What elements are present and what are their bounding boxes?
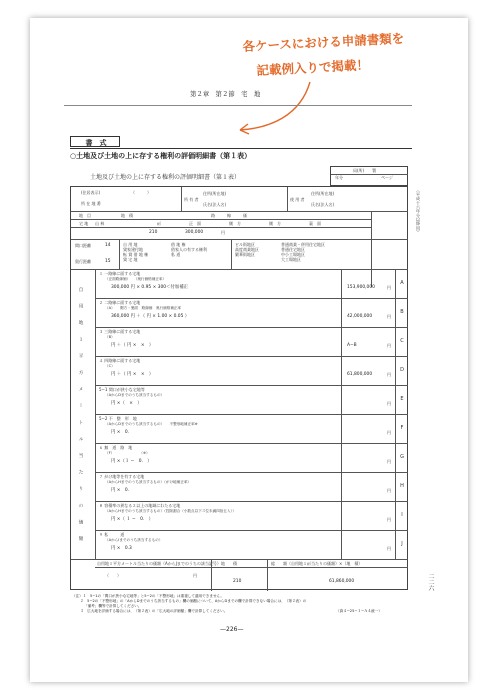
row-label: ８ 容積率の異なる２以上の地域にわたる宅地	[99, 503, 181, 508]
user-label: 使 用 者	[290, 197, 305, 202]
section-label-box	[70, 136, 120, 147]
user-name-label: 氏名(法人名)	[311, 202, 335, 207]
office-label: 局(所) 署	[353, 168, 377, 173]
addr-label: (住居表示)	[81, 190, 101, 195]
row-mark: I	[401, 512, 403, 518]
depth-label: 奥行距離	[75, 259, 91, 264]
row-unit: 円	[387, 459, 391, 464]
row-divider	[95, 327, 408, 328]
row-mark: J	[401, 541, 403, 547]
row-unit: 円	[387, 546, 391, 551]
total-header-amount: 総 額（自用地１㎡当たりの価額）×（地 積）	[271, 561, 363, 566]
row-unit: 円	[387, 372, 391, 377]
row-label: ３ 三路線に面する宅地	[99, 329, 141, 334]
total-unit-price: 円	[193, 573, 197, 578]
inner-title: 土地及び土地の上に存する権利の評価明細書（第１表）	[90, 174, 241, 181]
row-mark: C	[400, 338, 404, 344]
row-mark: A	[400, 280, 404, 286]
note-1: （注）１ 5−1の「間口が狭小な宅地等」と5−2の「不整形地」は重複して適用できません。	[72, 594, 224, 598]
total-amount: 61,860,000	[329, 579, 355, 584]
note-4: ３ 広大地を評価する場合には、（第２表）の「広大地の評価額」欄で計算してください。	[80, 609, 228, 613]
total-header-symbol: 自用地１平方メートル当たりの価額（AからJまでのうちの該当記号）	[97, 561, 221, 566]
row-divider	[95, 298, 408, 299]
row-label: 5−1 間口が狭小な宅地等	[99, 387, 145, 392]
row-calc: 300,000 円 × 0.95 × 300＜付加補正	[111, 285, 188, 290]
form-title: ○土地及び土地の上に存する権利の評価明細書（第１表）	[70, 152, 252, 160]
district-residential: 普通住宅地区	[281, 247, 305, 252]
row-label: ９ 私 道	[99, 532, 125, 537]
land-sub-forest: 山 林	[95, 221, 105, 226]
land-sub-sqm: ㎡	[157, 221, 161, 226]
row-calc: 円 × 0.3	[111, 546, 132, 551]
row-mark: E	[400, 396, 404, 402]
row-sub: （B）	[105, 335, 115, 339]
row-divider	[95, 472, 408, 473]
land-sub-side2: 側 方	[269, 221, 281, 226]
row-label: 5−2 不 整 形 地	[99, 416, 137, 421]
year-label: 年分	[335, 175, 343, 180]
annotation-line2: 記載例入りで掲載！	[256, 57, 370, 78]
row-sub: （正面路線価） （奥行価格補正率）	[105, 277, 167, 281]
row-sub: （AからIまでのうち該当するもの）	[105, 538, 163, 542]
row-unit: 円	[387, 343, 391, 348]
row-sub: （AからHまでのうち該当するもの）（がけ地補正率）	[105, 480, 192, 484]
district-large-factory: 大工場地区	[281, 257, 301, 262]
row-calc: 円 ×（１ − 0. ）	[111, 459, 152, 464]
use-private-road: 私 道	[171, 252, 181, 257]
row-calc: 円 × 0.	[111, 488, 130, 493]
form-code: （資４−25−１−Ａ４統一）	[336, 609, 382, 613]
row-unit: 円	[387, 517, 391, 522]
row-mark: B	[400, 309, 404, 315]
header-rule	[64, 105, 412, 106]
total-area: 210	[233, 579, 242, 584]
row-calc: 円 × 0.	[111, 430, 130, 435]
row-sub: （AからDまでのうち該当するもの）	[105, 393, 165, 397]
total-symbol: （ ）	[105, 573, 121, 578]
row-mark: F	[400, 425, 404, 431]
row-mark: D	[400, 367, 404, 373]
row-label: ７ がけ地等を有する宅地	[99, 474, 145, 479]
chapter-header: 第２章 第２節 宅 地	[190, 90, 261, 98]
land-area-value: 210	[149, 230, 158, 235]
vertical-left-label: 自用地１平方メートル当たりの価額	[78, 287, 83, 553]
row-result: 153,900,000	[347, 285, 375, 290]
owner-label: 所 有 者	[184, 197, 199, 202]
addr-value: （ ）	[131, 190, 151, 195]
land-sub-front: 正 面	[189, 221, 201, 226]
page-number: —226—	[220, 626, 244, 633]
row-calc: 360,000 円 ＋（ 円 × 1.00 × 0.05 ）	[111, 314, 190, 319]
use-rented-house: 貸家建付地	[123, 247, 143, 252]
row-divider	[95, 530, 408, 531]
side-page-number: 二二六	[427, 573, 434, 591]
row-divider	[95, 414, 408, 415]
land-header-area: 地 積	[121, 213, 133, 218]
row-divider	[95, 356, 408, 357]
note-2: ２ 5−2の「不整形地」の「AからDまでのうち該当するもの」欄の価額について、AからDまでの欄で計算できない場合には、（第２表）の	[80, 599, 307, 603]
row-divider	[95, 385, 408, 386]
row-sub: （C）	[105, 364, 115, 368]
frontage-label: 間口距離	[75, 243, 91, 248]
row-label: ２ 二路線に面する宅地	[99, 300, 141, 305]
owner-name-label: 氏名(法人名)	[203, 202, 227, 207]
location-label: 所 在 地 番	[81, 201, 101, 206]
row-unit: 円	[387, 430, 391, 435]
row-mark: H	[400, 483, 404, 489]
row-sub: （AからHまでのうち該当するもの）（控除割合（小数点以下３位未満四捨五入））	[105, 509, 236, 513]
total-header-area: 地 積	[221, 561, 237, 566]
row-label: ４ 四路線に面する宅地	[99, 358, 141, 363]
use-tenant-rights: 借家人の有する権利	[171, 247, 207, 252]
user-addr-label: 住所(所在地)	[311, 191, 335, 196]
land-price-value: 300,000	[185, 230, 204, 235]
land-sub-residential: 宅 地	[79, 221, 89, 226]
use-sublease: 転 貸 借 地 権	[123, 252, 149, 257]
row-calc: 円 ×（ １ − 0. ）	[111, 517, 154, 522]
vertical-note: （平成十六年分以降用）	[416, 188, 421, 235]
land-sub-side1: 側 方	[229, 221, 241, 226]
document-page	[30, 18, 468, 682]
row-divider	[95, 501, 408, 502]
use-leasehold: 借 地 権	[171, 242, 186, 247]
form-frame	[70, 186, 408, 590]
section-rule	[70, 148, 412, 149]
district-high-commercial: 高度商業地区	[235, 247, 259, 252]
row-divider	[95, 443, 408, 444]
district-small-factory: 中小工場地区	[281, 252, 305, 257]
land-header-price: 路 線 価	[211, 213, 247, 218]
district-downtown: 繁華街地区	[235, 252, 255, 257]
row-label: ６ 無 道 路 地	[99, 445, 133, 450]
row-calc: 円 ×（ × ）	[111, 401, 142, 406]
annotation-line1: 各ケースにおける申請書類を	[242, 30, 405, 54]
row-unit: 円	[387, 401, 391, 406]
district-general-commercial: 普通商業・併用住宅地区	[281, 242, 325, 247]
section-label: 書 式	[85, 139, 107, 147]
use-self: 自 用 地	[123, 242, 138, 247]
use-leased-land: 貸 宅 地	[123, 257, 138, 262]
depth-value: 15	[105, 259, 111, 264]
annotation-arrow-icon	[230, 76, 320, 136]
row-result: 42,000,000	[347, 314, 373, 319]
row-sub: （A） 側方・裏面 路線価 奥行価格補正率	[105, 306, 182, 310]
owner-addr-label: 住所(所在地)	[203, 191, 227, 196]
row-sub: （AからDまでのうち該当するもの） 不整形地補正率※	[105, 422, 198, 426]
land-header-category: 地 目	[79, 213, 91, 218]
row-mark: G	[400, 454, 404, 460]
note-3: 「備考」欄等で計算してください。	[84, 604, 142, 608]
district-building: ビル街地区	[235, 242, 255, 247]
frontage-value: 14	[105, 243, 111, 248]
page-label: ページ	[381, 175, 393, 180]
row-unit: 円	[387, 488, 391, 493]
row-result: 61,800,000	[347, 372, 373, 377]
row-result: A−B	[347, 343, 357, 348]
office-box	[330, 166, 408, 186]
row-calc: 円 ＋（ 円 × × ）	[111, 372, 154, 377]
row-sub: （F） （※）	[105, 451, 150, 455]
row-calc: 円 ＋（ 円 × × ）	[111, 343, 154, 348]
row-label: １ 一路線に面する宅地	[99, 271, 141, 276]
land-price-unit: 円	[221, 230, 225, 235]
land-sub-back: 裏 面	[309, 221, 321, 226]
row-unit: 円	[387, 314, 391, 319]
row-unit: 円	[387, 285, 391, 290]
